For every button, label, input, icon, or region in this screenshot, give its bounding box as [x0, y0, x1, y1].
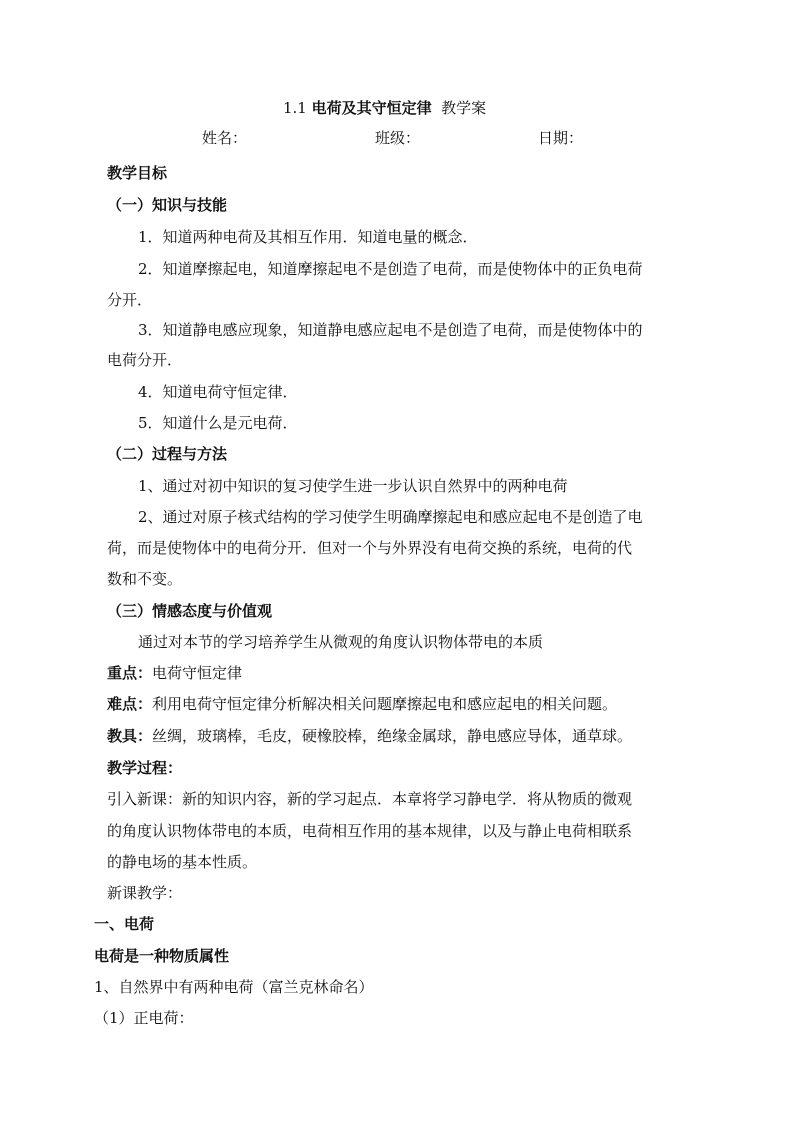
- section2-heading: （二）过程与方法: [107, 445, 228, 463]
- section1-item4: 4．知道电荷守恒定律．: [138, 383, 298, 401]
- teaching-tools: [107, 726, 632, 746]
- title-number: 1.1: [283, 99, 312, 117]
- date-field: 日期：: [538, 129, 584, 147]
- doc-title: [283, 98, 486, 118]
- section3-heading: （三）情感态度与价值观: [107, 602, 273, 620]
- part1-item1: 1、自然界中有两种电荷（富兰克林命名）: [94, 978, 374, 996]
- section1-item1: 1．知道两种电荷及其相互作用．知道电量的概念．: [138, 228, 478, 246]
- part1-heading: 一、电荷: [94, 915, 155, 933]
- difficulty-label: 难点：: [107, 695, 153, 713]
- section1-heading: （一）知识与技能: [107, 196, 228, 214]
- goals-heading: 教学目标: [107, 164, 168, 182]
- key-point: [107, 663, 242, 683]
- section2-item1: 1、通过对初中知识的复习使学生进一步认识自然界中的两种电荷: [138, 477, 568, 495]
- part1-subheading: 电荷是一种物质属性: [94, 947, 230, 965]
- section1-item5: 5．知道什么是元电荷．: [138, 414, 298, 432]
- tools-text: 丝绸，玻璃棒，毛皮，硬橡胶棒，绝缘金属球，静电感应导体，通草球。: [152, 727, 633, 745]
- intro-line3: 的静电场的基本性质。: [107, 853, 258, 871]
- process-heading: 教学过程：: [107, 759, 183, 777]
- section3-item1: 通过对本节的学习培养学生从微观的角度认识物体带电的本质: [138, 633, 544, 651]
- key-point-text: 电荷守恒定律: [152, 664, 243, 682]
- title-main: 电荷及其守恒定律: [311, 99, 432, 117]
- section1-item3-line2: 电荷分开．: [107, 351, 183, 369]
- section2-item2-line2: 荷，而是使物体中的电荷分开．但对一个与外界没有电荷交换的系统，电荷的代: [107, 539, 633, 557]
- section1-item2-line1: 2．知道摩擦起电，知道摩擦起电不是创造了电荷，而是使物体中的正负电荷: [138, 260, 643, 278]
- intro-line1: 引入新课：新的知识内容，新的学习起点．本章将学习静电学．将从物质的微观: [107, 790, 633, 808]
- class-field: 班级：: [375, 129, 421, 147]
- section1-item2-line2: 分开．: [107, 291, 153, 309]
- section2-item2-line1: 2、通过对原子核式结构的学习使学生明确摩擦起电和感应起电不是创造了电: [138, 508, 643, 526]
- difficulty-text: 利用电荷守恒定律分析解决相关问题摩擦起电和感应起电的相关问题。: [152, 695, 618, 713]
- section1-item3-line1: 3．知道静电感应现象，知道静电感应起电不是创造了电荷，而是使物体中的: [138, 321, 643, 339]
- difficulty-point: [107, 694, 617, 714]
- new-lesson-label: 新课教学：: [107, 884, 183, 902]
- section2-item2-line3: 数和不变。: [107, 570, 183, 588]
- part1-item1-sub1: （1）正电荷：: [94, 1009, 194, 1027]
- intro-line2: 的角度认识物体带电的本质，电荷相互作用的基本规律，以及与静止电荷相联系: [107, 822, 633, 840]
- title-sub: 教学案: [431, 99, 487, 117]
- name-field: 姓名：: [202, 129, 248, 147]
- tools-label: 教具：: [107, 727, 153, 745]
- key-point-label: 重点：: [107, 664, 153, 682]
